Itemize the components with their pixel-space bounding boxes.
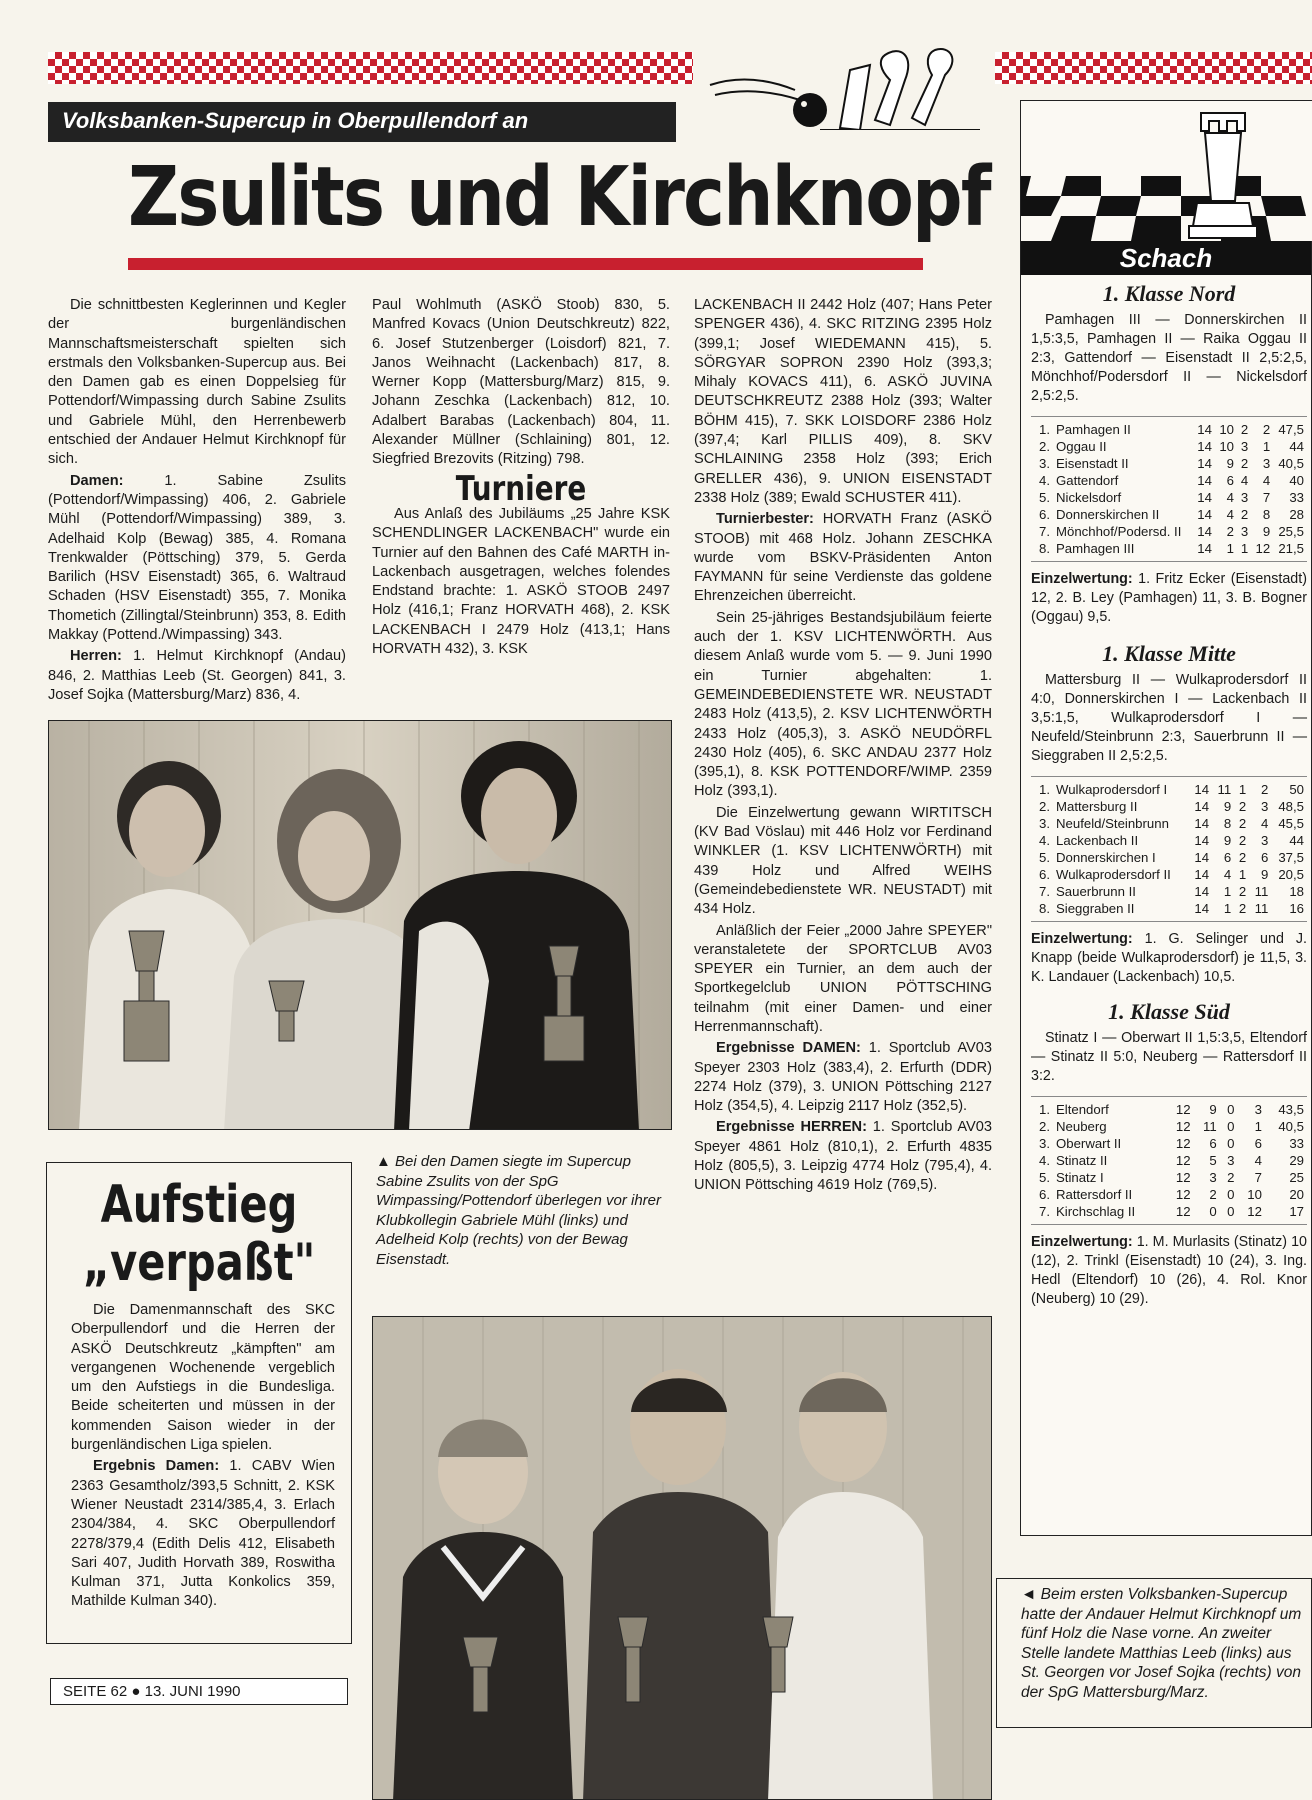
table-cell: 14 <box>1194 867 1210 882</box>
table-cell: 7 <box>1254 1170 1262 1185</box>
team-name: Lackenbach II <box>1056 833 1139 848</box>
nord-einzel-text: 1. Fritz Ecker (Eisenstadt) 12, 2. B. Ley (Pamhagen) 11, 3. B. Bogner (Oggau) 9,5. <box>1031 571 1307 625</box>
team-name: Donnerskirchen I <box>1056 850 1156 865</box>
team-name: Stinatz I <box>1056 1170 1104 1185</box>
aufstieg-headline-line2: „verpaßt" <box>82 1233 316 1293</box>
team-name: Eltendorf <box>1056 1102 1109 1117</box>
table-cell: 6 <box>1209 1136 1217 1151</box>
table-cell: 1 <box>1254 1119 1262 1134</box>
team-name: Wulkaprodersdorf II <box>1056 867 1171 882</box>
einzelwertung-paragraph: Die Einzelwertung gewann WIRTITSCH (KV Bad Vöslau) mit 446 Holz vor Ferdinand WINKLER (1. KSV LICHTENWÖRTH) mit 439 Holz und Alfred WEIHS (Gemeindebedienstete WR. NEUSTADT) mit 434 Holz. <box>694 804 992 918</box>
table-row <box>1031 1118 1307 1135</box>
aufstieg-paragraph: Die Damenmannschaft des SKC Oberpullendorf und die Herren der ASKÖ Deutschkreutz „kämpften" am vergangenen Wochenende vergeblich um den Aufstiegs in die Bundesliga. Beide scheiterten und müssen in der kommenden Saison wieder in der burgenländischen Liga spielen. <box>71 1302 335 1454</box>
table-cell: 25 <box>1289 1170 1304 1185</box>
table-cell: 0 <box>1227 1187 1235 1202</box>
article-column-2 <box>372 296 670 661</box>
table-cell: 1 <box>1238 867 1247 882</box>
table-cell: 6 <box>1223 850 1232 865</box>
table-cell: 45,5 <box>1278 816 1304 831</box>
table-row <box>1031 1152 1307 1169</box>
table-cell: 14 <box>1197 473 1212 488</box>
ergebnisse-herren-label: Ergebnisse HERREN: <box>716 1119 867 1136</box>
table-cell: 2. <box>1039 799 1050 814</box>
team-name: Neuberg <box>1056 1119 1107 1134</box>
table-cell: 2. <box>1039 439 1050 454</box>
table-cell: 6 <box>1254 1136 1262 1151</box>
table-cell: 14 <box>1194 833 1210 848</box>
team-name: Mattersburg II <box>1056 799 1138 814</box>
table-cell: 40 <box>1289 473 1304 488</box>
table-cell: 3. <box>1039 1136 1050 1151</box>
table-cell: 0 <box>1227 1102 1235 1117</box>
table-row <box>1031 455 1307 472</box>
ergebnisse-damen-text: 1. Sportclub AV03 Speyer 2303 Holz (383,4), 2. Erfurth (DDR) 2274 Holz (379), 3. UNION Pöttsching 2127 Holz (354,5), 4. Leipzig 2117 Holz (352,5). <box>694 1040 992 1115</box>
table-cell: 7. <box>1039 1204 1050 1219</box>
table-cell: 14 <box>1197 490 1212 505</box>
table-cell: 10 <box>1219 439 1234 454</box>
table-cell: 10 <box>1219 422 1234 437</box>
team-name: Wulkaprodersdorf I <box>1056 782 1168 797</box>
table-cell: 11 <box>1254 884 1269 899</box>
table-cell: 5. <box>1039 490 1050 505</box>
table-cell: 3 <box>1254 1102 1262 1117</box>
speyer-paragraph: Anläßlich der Feier „2000 Jahre SPEYER" veranstaletete der SPORTCLUB AV03 SPEYER ein Turnier, an dem auch der Sportkegelclub UNION PÖTTSCHING teilnahm (mit einer Damen- und einer Herrenmannschaft). <box>694 922 992 1035</box>
turniere-lackenbach-continued: LACKENBACH II 2442 Holz (407; Hans Peter SPENGER 436), 4. SKC RITZING 2395 Holz (399,1; Josef WIEDEMANN 415), 5. SÖRGYAR SOPRON 2390 Holz (393,3; Mihaly KOVACS 411), 6. ASKÖ JUVINA DEUTSCHKREUTZ 2388 Holz (393; Walter BÖHM 415), 7. SKK LOISDORF 2386 Holz (397,4; Karl PILLIS 409), 8. SKV SCHLAINING 2358 Holz (393; Erich GRELLER 436), 9. UNION EISENSTADT 2338 Holz (389; Ewald SCHUSTER 411). <box>694 297 992 506</box>
headline-underline <box>128 258 923 270</box>
photo-caption-herren: ◄ Beim ersten Volksbanken-Supercup hatte der Andauer Helmut Kirchknopf um fünf Holz die Nase vorne. An zweiter Stelle landete Matthias Leeb (links) aus St. Georgen vor Josef Sojka (rechts) von der SpG Mattersburg/Marz. <box>996 1578 1312 1728</box>
team-name: Pamhagen III <box>1056 541 1135 556</box>
table-cell: 7. <box>1039 524 1050 539</box>
table-row <box>1031 900 1307 917</box>
herren-results: 1. Helmut Kirchknopf (Andau) 846, 2. Matthias Leeb (St. Georgen) 841, 3. Josef Sojka (Mattersburg/Marz) 836, 4. <box>48 648 346 703</box>
klasse-nord-table <box>1031 421 1307 557</box>
table-cell: 7. <box>1039 884 1050 899</box>
table-cell: 3 <box>1240 524 1249 539</box>
table-row <box>1031 798 1307 815</box>
table-cell: 8. <box>1039 541 1050 556</box>
photo-caption-damen: ▲ Bei den Damen siegte im Supercup Sabine Zsulits von der SpG Wimpassing/Pottendorf überlegen vor ihrer Klubkollegin Gabriele Mühl (links) und Adelheid Kolp (rechts) von der Bewag Eisenstadt. <box>376 1153 662 1268</box>
sued-einzel-label: Einzelwertung: <box>1031 1234 1133 1250</box>
table-cell: 5. <box>1039 1170 1050 1185</box>
table-cell: 2 <box>1240 422 1249 437</box>
table-cell: 28 <box>1289 507 1304 522</box>
table-cell: 0 <box>1209 1204 1217 1219</box>
table-cell: 12 <box>1175 1119 1191 1134</box>
klasse-sued-results: Stinatz I — Oberwart II 1,5:3,5, Eltendorf — Stinatz II 5:0, Neuberg — Rattersdorf II 3:2. <box>1031 1030 1307 1084</box>
table-cell: 2 <box>1226 524 1234 539</box>
table-cell: 14 <box>1197 456 1212 471</box>
klasse-mitte-title: 1. Klasse Mitte <box>1102 641 1236 666</box>
table-cell: 6 <box>1261 850 1269 865</box>
table-cell: 9 <box>1209 1102 1217 1117</box>
issue-date: 13. JUNI 1990 <box>144 1683 241 1700</box>
team-name: Neufeld/Steinbrunn <box>1056 816 1169 831</box>
ergebnis-damen-label: Ergebnis Damen: <box>93 1458 220 1475</box>
table-cell: 14 <box>1194 901 1210 916</box>
table-cell: 5. <box>1039 850 1050 865</box>
table-cell: 8 <box>1262 507 1271 522</box>
table-cell: 33 <box>1289 490 1304 505</box>
table-cell: 12 <box>1175 1102 1191 1117</box>
schach-header: Schach <box>1021 241 1311 275</box>
table-cell: 2 <box>1238 816 1247 831</box>
table-row <box>1031 866 1307 883</box>
herren-results-continued: Paul Wohlmuth (ASKÖ Stoob) 830, 5. Manfred Kovacs (Union Deutschkreutz) 822, 6. Josef Stutzenberger (Loisdorf) 821, 7. Janos Weihnacht (Lackenbach) 817, 8. Werner Kopp (Mattersburg/Marz) 815, 9. Johann Zeschka (Lackenbach) 812, 10. Adalbert Barabas (Lackenbach) 804, 11. Alexander Müllner (Schlaining) 801, 12. Siegfried Brezovits (Ritzing) 798. <box>372 297 670 468</box>
table-cell: 43,5 <box>1278 1102 1304 1117</box>
table-cell: 2 <box>1240 456 1249 471</box>
table-cell: 5 <box>1209 1153 1217 1168</box>
table-row <box>1031 781 1307 798</box>
article-column-1 <box>48 296 346 707</box>
damen-results: 1. Sabine Zsulits (Pottendorf/Wimpassing) 406, 2. Gabriele Mühl (Pottendorf/Wimpassing) 389, 3. Adelhaid Kolp (Bewag) 385, 4. Romana Trenkwalder (Pöttsching) 379, 5. Gerda Barilich (HSV Eisenstadt) 365, 6. Waltraud Schaden (HSV Eisenstadt) 355, 7. Monika Thometich (Zillingtal/Steinbrunn) 353, 8. Edith Makkay (Pottend./Wimpassing) 343. <box>48 472 346 644</box>
team-name: Gattendorf <box>1056 473 1119 488</box>
table-row <box>1031 849 1307 866</box>
table-cell: 20 <box>1289 1187 1304 1202</box>
table-cell: 14 <box>1194 782 1210 797</box>
decorative-checker-strip-right <box>995 52 1312 84</box>
table-cell: 4. <box>1039 1153 1050 1168</box>
chess-board-rook-icon <box>1021 101 1312 241</box>
table-cell: 40,5 <box>1278 456 1304 471</box>
ergebnisse-herren-text: 1. Sportclub AV03 Speyer 4861 Holz (810,1), 2. Erfurth 4835 Holz (805,5), 3. Leipzig 4774 Holz (795,4), 4. UNION Pöttsching 4619 Holz (769,5). <box>694 1119 992 1194</box>
team-name: Kirchschlag II <box>1056 1204 1136 1219</box>
schach-column <box>1020 100 1312 1536</box>
table-row <box>1031 506 1307 523</box>
table-cell: 4 <box>1240 473 1249 488</box>
ergebnis-damen-text: 1. CABV Wien 2363 Gesamtholz/393,5 Schnitt, 2. KSK Wiener Neustadt 2314/385,4, 3. Erlach 2304/384, 4. SKC Oberpullendorf 2278/379,4 (Edith Delis 412, Elisabeth Sari 407, Judith Horvath 389, Roswitha Kulman 371, Jutta Konkolics 359, Mathilde Kulman 340). <box>71 1458 335 1610</box>
table-cell: 12 <box>1175 1136 1191 1151</box>
table-cell: 4 <box>1254 1153 1262 1168</box>
table-cell: 12 <box>1175 1187 1191 1202</box>
table-cell: 1. <box>1039 422 1050 437</box>
table-cell: 44 <box>1289 439 1304 454</box>
table-cell: 8. <box>1039 901 1050 916</box>
decorative-checker-strip-left <box>48 52 693 84</box>
table-cell: 1 <box>1238 782 1247 797</box>
table-cell: 1 <box>1223 884 1232 899</box>
table-row <box>1031 523 1307 540</box>
table-cell: 6. <box>1039 1187 1050 1202</box>
table-cell: 18 <box>1289 884 1304 899</box>
table-cell: 0 <box>1227 1136 1235 1151</box>
table-cell: 44 <box>1289 833 1304 848</box>
nord-einzel-label: Einzelwertung: <box>1031 571 1133 587</box>
team-name: Oggau II <box>1056 439 1107 454</box>
article-kicker-banner: Volksbanken-Supercup in Oberpullendorf an <box>48 102 676 142</box>
table-cell: 14 <box>1194 850 1210 865</box>
damen-label: Damen: <box>70 472 124 489</box>
table-cell: 33 <box>1289 1136 1304 1151</box>
table-cell: 14 <box>1194 799 1210 814</box>
table-cell: 6. <box>1039 867 1050 882</box>
table-row <box>1031 472 1307 489</box>
table-row <box>1031 438 1307 455</box>
table-cell: 3. <box>1039 816 1050 831</box>
table-cell: 17 <box>1289 1204 1304 1219</box>
table-cell: 14 <box>1197 507 1212 522</box>
table-cell: 2 <box>1209 1187 1217 1202</box>
table-cell: 9 <box>1261 867 1269 882</box>
table-row <box>1031 540 1307 557</box>
klasse-mitte-table <box>1031 781 1307 917</box>
article-intro: Die schnittbesten Keglerinnen und Kegler der burgenländischen Mannschaftsmeisterschaft spielten sich erstmals den Volksbanken-Supercup aus. Bei den Damen gab es einen Doppelsieg für Pottendorf/Wimpassing durch Sabine Zsulits und Gabriele Mühl, den Herrenbewerb entschied der Andauer Helmut Kirchknopf für sich. <box>48 297 346 468</box>
table-cell: 4 <box>1226 507 1234 522</box>
herren-label: Herren: <box>70 648 122 665</box>
table-cell: 47,5 <box>1278 422 1304 437</box>
table-cell: 1 <box>1226 541 1234 556</box>
table-cell: 9 <box>1226 456 1234 471</box>
photo-damen-supercup <box>48 720 672 1130</box>
photo-herren-supercup <box>372 1316 992 1800</box>
table-cell: 7 <box>1262 490 1271 505</box>
mitte-einzel-label: Einzelwertung: <box>1031 931 1133 947</box>
table-cell: 1 <box>1240 541 1249 556</box>
klasse-nord-title: 1. Klasse Nord <box>1102 281 1236 306</box>
team-name: Mönchhof/Podersd. II <box>1056 524 1182 539</box>
klasse-mitte-results: Mattersburg II — Wulkaprodersdorf II 4:0, Donnerskirchen I — Lackenbach II 3,5:1,5, Wulkaprodersdorf I — Neufeld/Steinbrunn 2:3, Sauerbrunn II — Sieggraben II 2,5:2,5. <box>1031 672 1307 764</box>
team-name: Stinatz II <box>1056 1153 1108 1168</box>
ergebnisse-damen-label: Ergebnisse DAMEN: <box>716 1040 861 1057</box>
table-cell: 14 <box>1197 541 1212 556</box>
table-cell: 2 <box>1238 799 1247 814</box>
table-cell: 37,5 <box>1278 850 1304 865</box>
table-cell: 2. <box>1039 1119 1050 1134</box>
table-cell: 14 <box>1194 884 1210 899</box>
page-footer <box>50 1678 348 1705</box>
table-cell: 3 <box>1261 833 1269 848</box>
team-name: Nickelsdorf <box>1056 490 1122 505</box>
article-headline: Zsulits und Kirchknopf <box>128 150 990 245</box>
team-name: Donnerskirchen II <box>1056 507 1160 522</box>
table-cell: 2 <box>1238 884 1247 899</box>
table-row <box>1031 832 1307 849</box>
table-cell: 0 <box>1227 1119 1235 1134</box>
table-cell: 0 <box>1227 1204 1235 1219</box>
table-row <box>1031 1186 1307 1203</box>
table-cell: 9 <box>1262 524 1271 539</box>
table-row <box>1031 421 1307 438</box>
table-row <box>1031 489 1307 506</box>
klasse-sued-table <box>1031 1101 1307 1220</box>
table-cell: 4 <box>1223 867 1232 882</box>
turnierbester-label: Turnierbester: <box>716 511 814 528</box>
table-cell: 25,5 <box>1278 524 1304 539</box>
table-cell: 21,5 <box>1278 541 1304 556</box>
table-cell: 12 <box>1247 1204 1262 1219</box>
table-cell: 20,5 <box>1278 867 1304 882</box>
table-cell: 2 <box>1238 901 1247 916</box>
team-name: Pamhagen II <box>1056 422 1131 437</box>
table-cell: 2 <box>1240 507 1249 522</box>
table-cell: 4 <box>1226 490 1234 505</box>
table-row <box>1031 1135 1307 1152</box>
table-cell: 3 <box>1240 490 1249 505</box>
table-cell: 4 <box>1261 816 1269 831</box>
table-cell: 3 <box>1227 1153 1235 1168</box>
table-cell: 3 <box>1209 1170 1217 1185</box>
mitte-einzel-text: 1. G. Selinger und J. Knapp (beide Wulkaprodersdorf) je 11,5, 3. K. Landauer (Lackenbach) 10,5. <box>1031 931 1307 985</box>
table-cell: 4 <box>1262 473 1271 488</box>
team-name: Oberwart II <box>1056 1136 1122 1151</box>
table-cell: 40,5 <box>1278 1119 1304 1134</box>
turniere-lackenbach: Aus Anlaß des Jubiläums „25 Jahre KSK SCHENDLINGER LACKENBACH" wurde ein Turnier auf den Bahnen des Café MARTH in-Lackenbach ausgetragen, welches folendes Endstand brachte: 1. ASKÖ STOOB 2497 Holz (416,1; Franz HORVATH 468), 2. KSK LACKENBACH I 2479 Holz (413,1; Hans HORVATH 432), 3. KSK <box>372 505 670 658</box>
sued-einzel-text: 1. M. Murlasits (Stinatz) 10 (12), 2. Trinkl (Eisenstadt) 10 (24), 3. Ing. Hedl (Eltendorf) 10 (26), 4. Rol. Knor (Neuberg) 10 (29). <box>1031 1234 1307 1307</box>
klasse-sued-title: 1. Klasse Süd <box>1108 999 1230 1024</box>
footer-bullet: ● <box>131 1683 141 1700</box>
table-cell: 12 <box>1175 1204 1191 1219</box>
table-cell: 12 <box>1175 1170 1191 1185</box>
table-cell: 14 <box>1197 524 1212 539</box>
table-cell: 1 <box>1262 439 1271 454</box>
table-cell: 1 <box>1223 901 1232 916</box>
table-row <box>1031 1169 1307 1186</box>
table-cell: 6. <box>1039 507 1050 522</box>
article-column-3 <box>694 296 992 1198</box>
aufstieg-box <box>46 1162 352 1644</box>
table-row <box>1031 1203 1307 1220</box>
table-cell: 29 <box>1289 1153 1304 1168</box>
table-cell: 16 <box>1289 901 1304 916</box>
table-cell: 2 <box>1238 833 1247 848</box>
table-cell: 14 <box>1194 816 1210 831</box>
table-cell: 11 <box>1203 1119 1217 1134</box>
table-cell: 48,5 <box>1278 799 1304 814</box>
table-row <box>1031 1101 1307 1118</box>
team-name: Sauerbrunn II <box>1056 884 1136 899</box>
bowling-logo-icon <box>700 40 990 130</box>
page-number: SEITE 62 <box>63 1683 128 1700</box>
table-cell: 3 <box>1240 439 1249 454</box>
table-cell: 1. <box>1039 782 1050 797</box>
table-cell: 3. <box>1039 456 1050 471</box>
table-cell: 50 <box>1289 782 1304 797</box>
table-cell: 2 <box>1261 782 1269 797</box>
lichtenwoerth-paragraph: Sein 25-jähriges Bestandsjubiläum feierte auch der 1. KSV LICHTENWÖRTH. Aus diesem Anlaß wurde vom 5. — 9. Juni 1990 ein Turnier abgehalten: 1. GEMEINDEBEDIENSTETE WR. NEUSTADT 2483 Holz (413,5), 2. KSV LICHTENWÖRTH 2433 Holz (405,3), 3. ASKÖ NEUDÖRFL 2430 Holz (405), 6. SKC ANDAU 2377 Holz (395,1), 8. KSK POTTENDORF/WIMP. 2359 Holz (393,1). <box>694 609 992 800</box>
table-cell: 3 <box>1262 456 1271 471</box>
table-cell: 2 <box>1227 1170 1235 1185</box>
aufstieg-headline-line1: Aufstieg <box>100 1175 298 1235</box>
table-cell: 12 <box>1255 541 1271 556</box>
table-cell: 8 <box>1223 816 1232 831</box>
table-cell: 2 <box>1262 422 1271 437</box>
table-cell: 14 <box>1197 439 1212 454</box>
table-cell: 4. <box>1039 833 1050 848</box>
table-cell: 10 <box>1247 1187 1262 1202</box>
table-cell: 3 <box>1261 799 1269 814</box>
table-cell: 11 <box>1254 901 1269 916</box>
table-row <box>1031 815 1307 832</box>
table-cell: 12 <box>1175 1153 1191 1168</box>
table-cell: 14 <box>1197 422 1212 437</box>
turniere-heading: Turniere <box>455 468 587 509</box>
turnierbester-text: HORVATH Franz (ASKÖ STOOB) mit 468 Holz. Johann ZESCHKA wurde vom BSKV-Präsidenten Anton FAYMANN für seine Verdienste das goldene Ehrenzeichen überreicht. <box>694 511 992 605</box>
team-name: Rattersdorf II <box>1056 1187 1133 1202</box>
table-cell: 2 <box>1238 850 1247 865</box>
table-cell: 9 <box>1223 833 1232 848</box>
klasse-nord-results: Pamhagen III — Donnerskirchen II 1,5:3,5, Pamhagen II — Raika Oggau II 2:3, Gattendorf — Eisenstadt II 2,5:2,5, Mönchhof/Podersdorf II — Nickelsdorf 2,5:2,5. <box>1031 312 1307 404</box>
team-name: Sieggraben II <box>1056 901 1135 916</box>
team-name: Eisenstadt II <box>1056 456 1129 471</box>
table-row <box>1031 883 1307 900</box>
table-cell: 1. <box>1039 1102 1050 1117</box>
table-cell: 11 <box>1217 782 1232 797</box>
table-cell: 6 <box>1226 473 1234 488</box>
table-cell: 4. <box>1039 473 1050 488</box>
table-cell: 9 <box>1223 799 1232 814</box>
